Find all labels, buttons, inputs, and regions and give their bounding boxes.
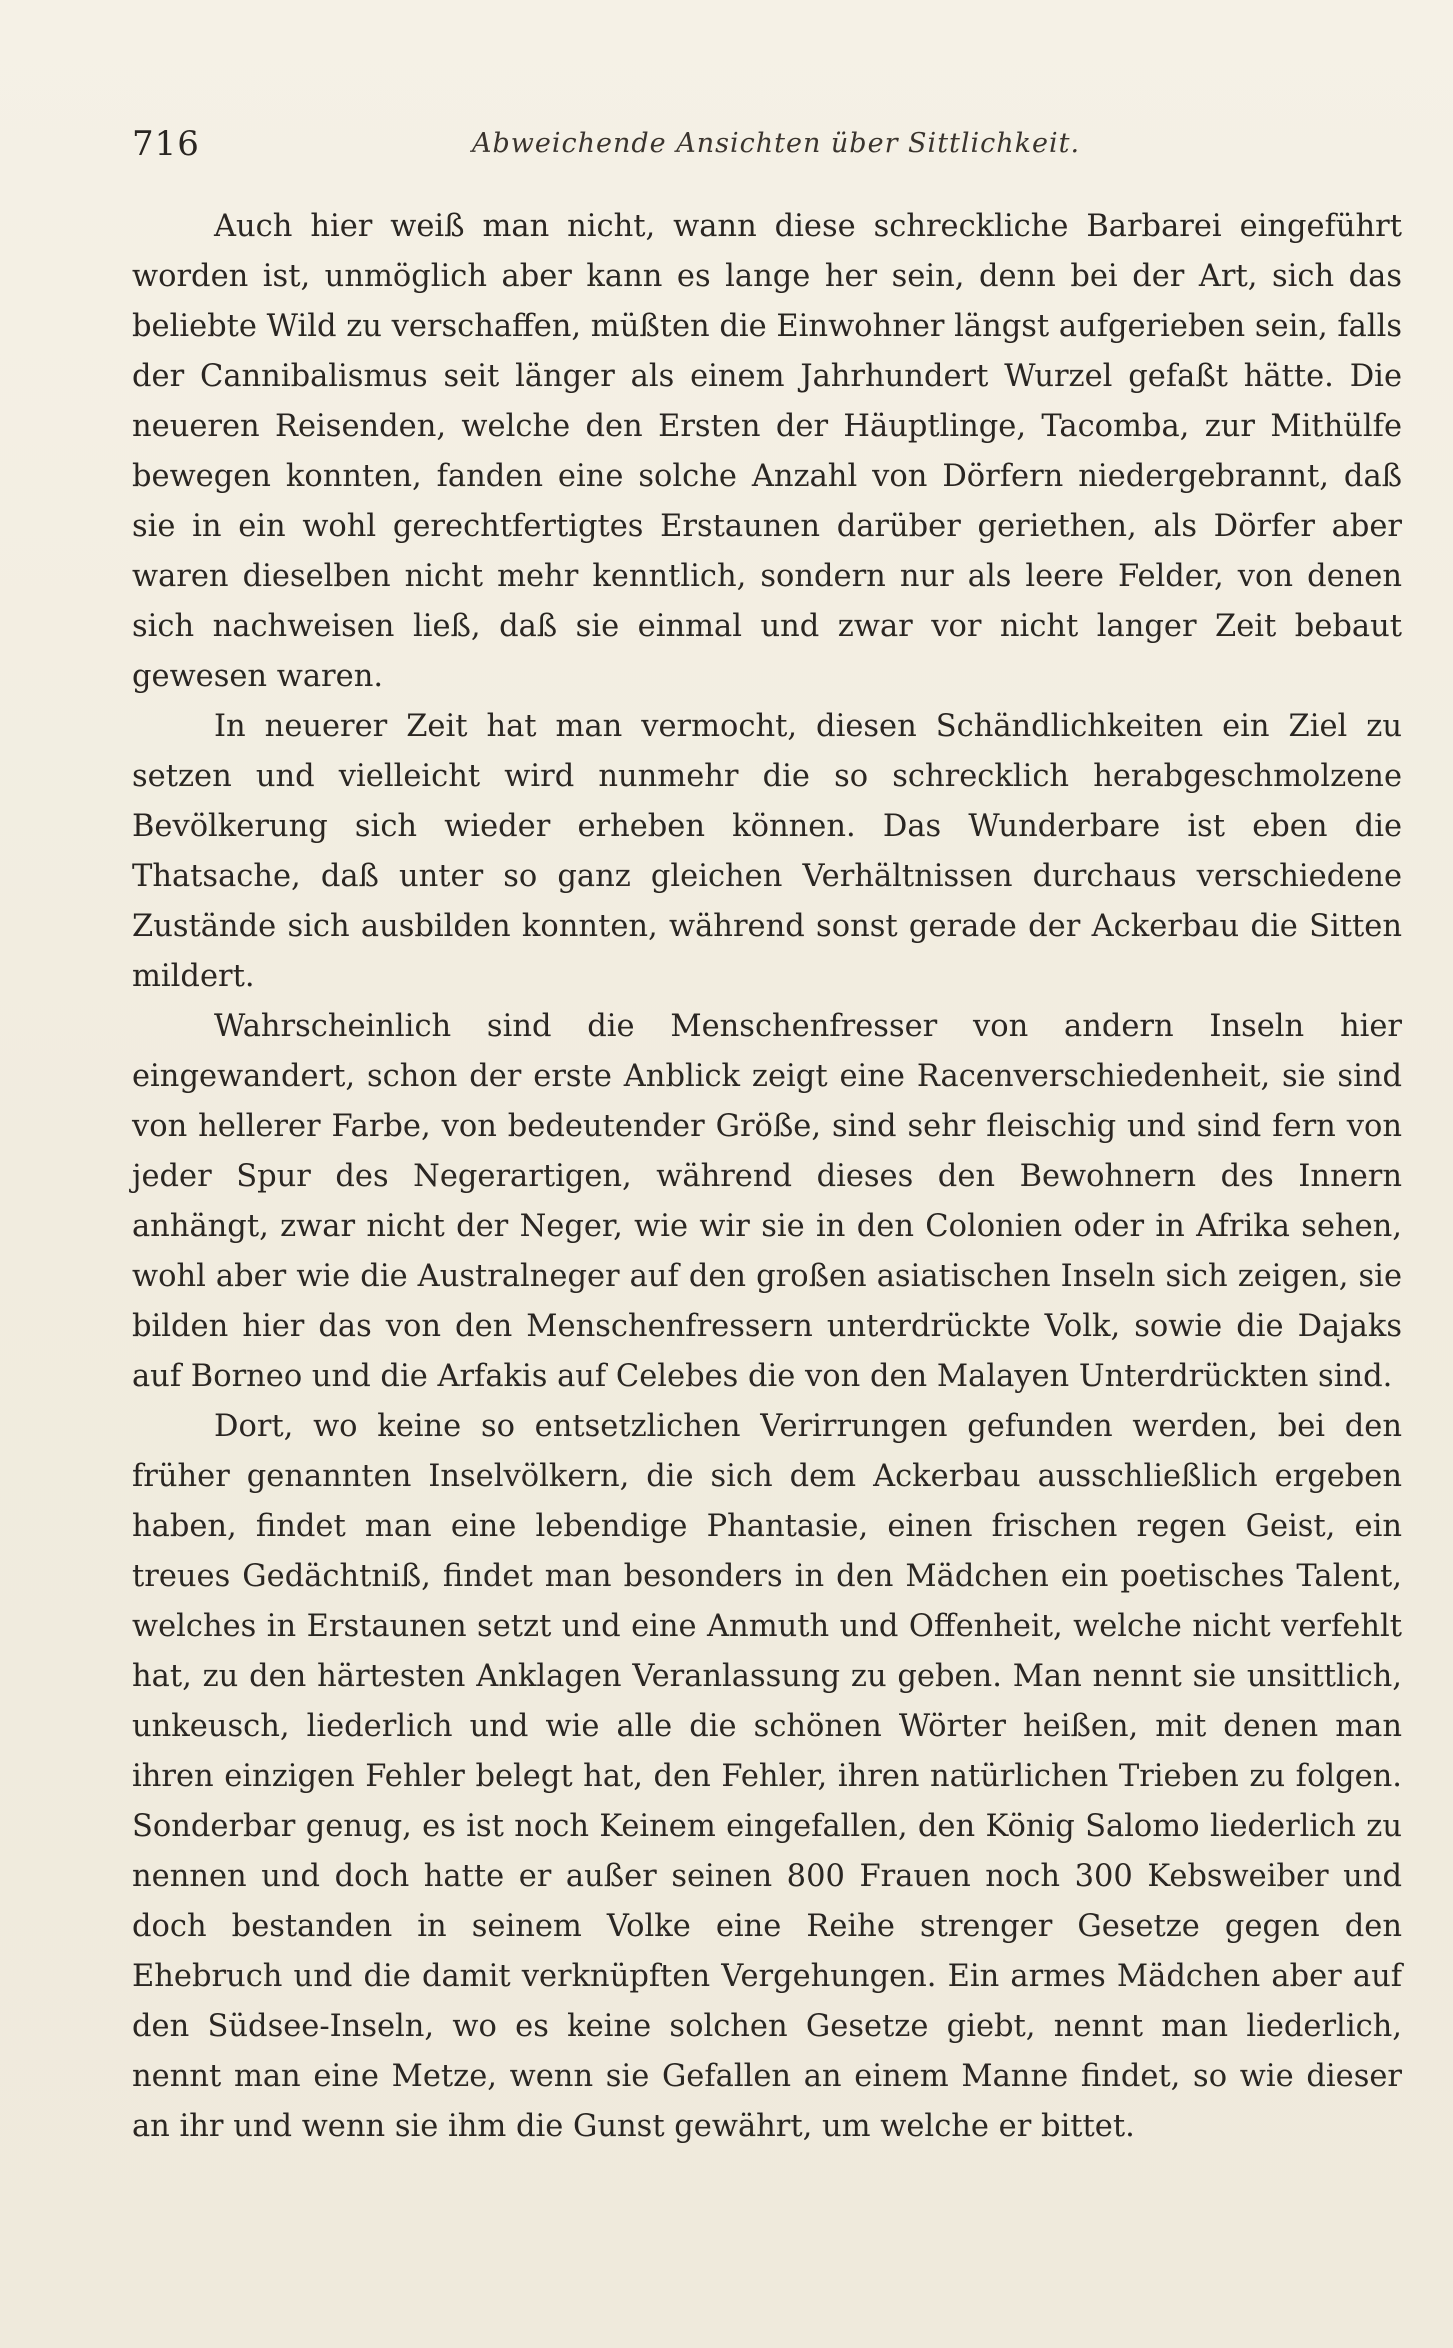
paragraph-4: Dort, wo keine so entsetzlichen Verirrungen gefunden werden, bei den früher genannten Inselvölkern, die sich dem Ackerbau ausschließlich ergeben haben, findet man eine lebendige Phantasie, einen frischen regen Geist, ein treues Gedächtniß, findet man besonders in den Mädchen ein poetisches Talent, welches in Erstaunen setzt und eine Anmuth und Offenheit, welche nicht verfehlt hat, zu den härtesten Anklagen Veranlassung zu geben. Man nennt sie unsittlich, unkeusch, liederlich und wie alle die schönen Wörter heißen, mit denen man ihren einzigen Fehler belegt hat, den Fehler, ihren natürlichen Trieben zu folgen. Sonderbar genug, es ist noch Keinem eingefallen, den König Salomo liederlich zu nennen und doch hatte er außer seinen 800 Frauen noch 300 Kebsweiber und doch bestanden in seinem Volke eine Reihe strenger Gesetze gegen den Ehebruch und die damit verknüpften Vergehungen. Ein armes Mädchen aber auf den Südsee-Inseln, wo es keine solchen Gesetze giebt, nennt man liederlich, nennt man eine Metze, wenn sie Gefallen an einem Manne findet, so wie dieser an ihr und wenn sie ihm die Gunst gewährt, um welche er bittet.	[132, 1409, 1402, 2144]
running-title: Abweichende Ansichten über Sittlichkeit.	[472, 128, 1081, 159]
body-text	[132, 202, 1402, 2152]
paragraph-1: Auch hier weiß man nicht, wann diese schreckliche Barbarei eingeführt worden ist, unmöglich aber kann es lange her sein, denn bei der Art, sich das beliebte Wild zu verschaffen, müßten die Einwohner längst aufgerieben sein, falls der Cannibalismus seit länger als einem Jahrhundert Wurzel gefaßt hätte. Die neueren Reisenden, welche den Ersten der Häuptlinge, Tacomba, zur Mithülfe bewegen konnten, fanden eine solche Anzahl von Dörfern niedergebrannt, daß sie in ein wohl gerechtfertigtes Erstaunen darüber geriethen, als Dörfer aber waren dieselben nicht mehr kenntlich, sondern nur als leere Felder, von denen sich nachweisen ließ, daß sie einmal und zwar vor nicht langer Zeit bebaut gewesen waren.	[132, 209, 1402, 694]
page-number: 716	[132, 124, 200, 164]
paragraph-2: In neuerer Zeit hat man vermocht, diesen Schändlichkeiten ein Ziel zu setzen und vielleicht wird nunmehr die so schrecklich herabgeschmolzene Bevölkerung sich wieder erheben können. Das Wunderbare ist eben die Thatsache, daß unter so ganz gleichen Verhältnissen durchaus verschiedene Zustände sich ausbilden konnten, während sonst gerade der Ackerbau die Sitten mildert.	[132, 709, 1402, 994]
running-head	[132, 124, 1402, 164]
paragraph-3: Wahrscheinlich sind die Menschenfresser von andern Inseln hier eingewandert, schon der erste Anblick zeigt eine Racenverschiedenheit, sie sind von hellerer Farbe, von bedeutender Größe, sind sehr fleischig und sind fern von jeder Spur des Negerartigen, während dieses den Bewohnern des Innern anhängt, zwar nicht der Neger, wie wir sie in den Colonien oder in Afrika sehen, wohl aber wie die Australneger auf den großen asiatischen Inseln sich zeigen, sie bilden hier das von den Menschenfressern unterdrückte Volk, sowie die Dajaks auf Borneo und die Arfakis auf Celebes die von den Malayen Unterdrückten sind.	[132, 1009, 1402, 1394]
